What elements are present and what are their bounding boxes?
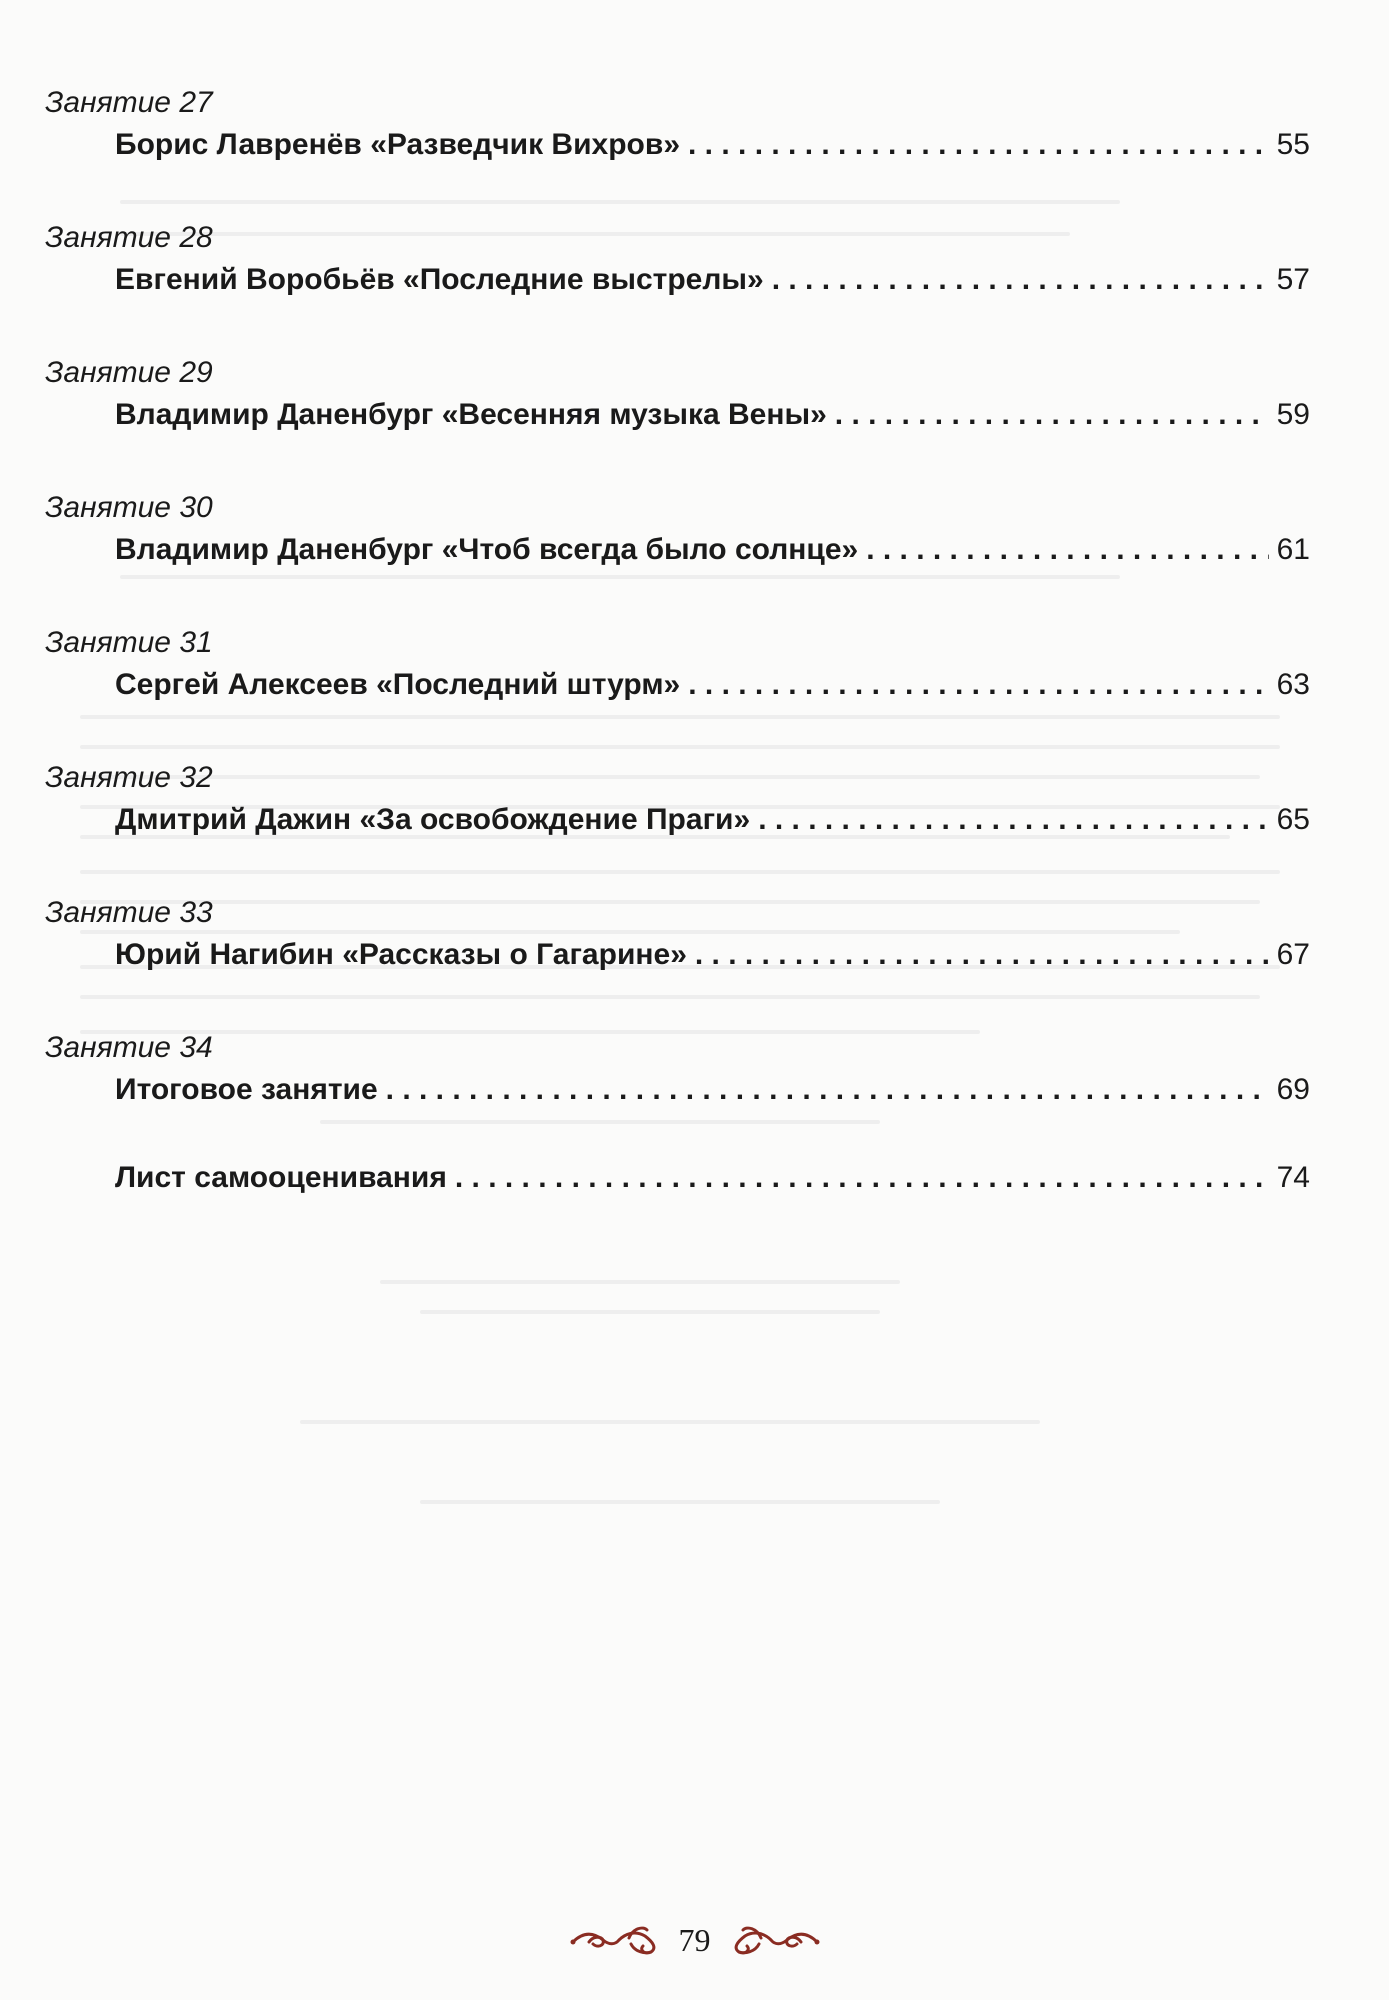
lesson-label: Занятие 29 xyxy=(45,356,213,389)
toc-title: Евгений Воробьёв «Последние выстрелы» xyxy=(115,263,764,296)
leader-dots xyxy=(695,937,1269,973)
leader-dots xyxy=(688,127,1269,163)
lesson-label: Занятие 34 xyxy=(45,1031,213,1064)
toc-row xyxy=(115,1072,1310,1108)
lesson-label: Занятие 28 xyxy=(45,221,213,254)
toc-title: Борис Лавренёв «Разведчик Вихров» xyxy=(115,128,681,161)
toc-row xyxy=(115,1160,1310,1196)
scroll-ornament-icon xyxy=(569,1922,665,1958)
toc-title: Сергей Алексеев «Последний штурм» xyxy=(115,668,681,701)
toc-row xyxy=(115,802,1310,838)
lesson-label: Занятие 30 xyxy=(45,491,213,524)
toc-page-number: 74 xyxy=(1276,1161,1310,1194)
toc-title: Владимир Даненбург «Чтоб всегда было солнце» xyxy=(115,533,859,566)
page-number: 79 xyxy=(678,1921,711,1958)
toc-row xyxy=(115,667,1310,703)
toc-page-number: 67 xyxy=(1276,938,1310,971)
leader-dots xyxy=(772,262,1269,298)
toc-row xyxy=(115,397,1310,433)
toc-row xyxy=(115,532,1310,568)
toc-page-number: 61 xyxy=(1276,533,1310,566)
toc-page-number: 55 xyxy=(1276,128,1310,161)
scroll-ornament-icon xyxy=(725,1922,821,1958)
toc-page-number: 59 xyxy=(1276,398,1310,431)
lesson-label: Занятие 33 xyxy=(45,896,213,929)
toc-title: Лист самооценивания xyxy=(115,1161,447,1194)
leader-dots xyxy=(835,397,1269,433)
page-footer xyxy=(0,1915,1389,1965)
toc-row xyxy=(115,262,1310,298)
toc-row xyxy=(115,127,1310,163)
toc-title: Дмитрий Дажин «За освобождение Праги» xyxy=(115,803,751,836)
toc-page-number: 57 xyxy=(1276,263,1310,296)
toc-title: Владимир Даненбург «Весенняя музыка Вены» xyxy=(115,398,827,431)
leader-dots xyxy=(455,1160,1269,1196)
leader-dots xyxy=(758,802,1268,838)
toc-page-number: 63 xyxy=(1276,668,1310,701)
toc-row xyxy=(115,937,1310,973)
lesson-label: Занятие 32 xyxy=(45,761,213,794)
leader-dots xyxy=(866,532,1268,568)
lesson-label: Занятие 31 xyxy=(45,626,213,659)
toc-page-number: 69 xyxy=(1276,1073,1310,1106)
toc-title: Итоговое занятие xyxy=(115,1073,378,1106)
toc-title: Юрий Нагибин «Рассказы о Гагарине» xyxy=(115,938,687,971)
toc-page-number: 65 xyxy=(1276,803,1310,836)
leader-dots xyxy=(688,667,1268,703)
lesson-label: Занятие 27 xyxy=(45,86,213,119)
leader-dots xyxy=(386,1072,1269,1108)
